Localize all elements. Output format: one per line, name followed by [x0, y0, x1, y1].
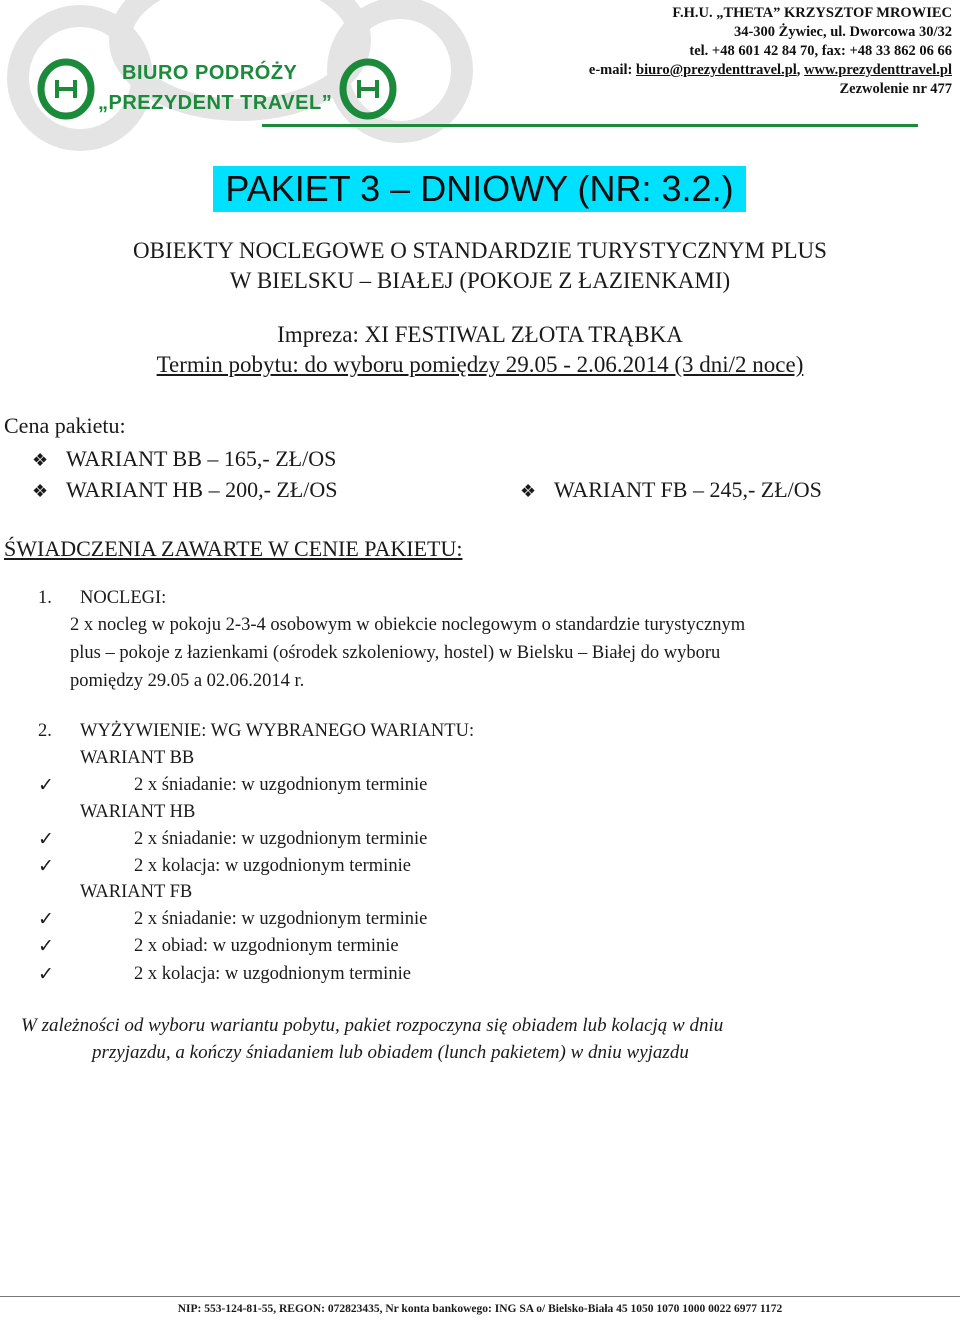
- section2-number: 2.: [38, 721, 52, 741]
- section1-line2: plus – pokoje z łazienkami (ośrodek szkoleniowy, hostel) w Bielsku – Białej do wyboru: [70, 643, 721, 663]
- company-info: [589, 4, 952, 99]
- footer-divider: [0, 1296, 960, 1297]
- email-label: e-mail:: [588, 62, 637, 78]
- agency-name-line1: BIURO PODRÓŻY: [122, 62, 298, 84]
- price-variant-text: WARIANT HB – 200,- ZŁ/OS: [66, 477, 338, 502]
- subtitle-line2: W BIELSKU – BIAŁEJ (POKOJE Z ŁAZIENKAMI): [229, 268, 731, 293]
- services-heading: ŚWIADCZENIA ZAWARTE W CENIE PAKIETU:: [4, 536, 463, 561]
- note-line1: W zależności od wyboru wariantu pobytu, pakiet rozpoczyna się obiadem lub kolacją w dniu: [21, 1015, 724, 1036]
- price-variant-bb: [32, 446, 336, 472]
- section1-line3: pomiędzy 29.05 a 02.06.2014 r.: [70, 671, 305, 691]
- meal-item: 2 x śniadanie: w uzgodnionym terminie: [134, 775, 428, 795]
- section2-title: WYŻYWIENIE: WG WYBRANEGO WARIANTU:: [80, 721, 475, 741]
- checkmark-icon: ✓: [38, 936, 54, 957]
- price-variant-fb: [520, 477, 822, 503]
- event-name: Impreza: XI FESTIWAL ZŁOTA TRĄBKA: [277, 322, 683, 347]
- diamond-bullet-icon: ❖: [32, 450, 49, 470]
- theta-icon: [343, 62, 393, 116]
- meal-variant-fb: WARIANT FB: [80, 882, 193, 902]
- checkmark-icon: ✓: [38, 856, 54, 877]
- diamond-bullet-icon: ❖: [520, 481, 537, 501]
- section1-number: 1.: [38, 588, 52, 608]
- meal-item: 2 x obiad: w uzgodnionym terminie: [134, 936, 399, 956]
- meal-variant-hb: WARIANT HB: [80, 802, 196, 822]
- company-name: F.H.U. „THETA” KRZYSZTOF MROWIEC: [672, 5, 952, 21]
- section1-title: NOCLEGI:: [80, 588, 167, 608]
- diamond-bullet-icon: ❖: [32, 481, 49, 501]
- company-address: 34-300 Żywiec, ul. Dworcowa 30/32: [733, 24, 952, 40]
- checkmark-icon: ✓: [38, 909, 54, 930]
- website-link[interactable]: www.prezydenttravel.pl: [804, 62, 952, 78]
- company-phone: tel. +48 601 42 84 70, fax: +48 33 862 06 66: [689, 43, 952, 59]
- meal-variant-bb: WARIANT BB: [80, 748, 195, 768]
- theta-icon: [41, 62, 91, 116]
- price-variant-hb: [32, 477, 338, 503]
- package-title: PAKIET 3 – DNIOWY (NR: 3.2.): [213, 166, 746, 212]
- price-label: Cena pakietu:: [4, 413, 126, 438]
- price-variant-text: WARIANT FB – 245,- ZŁ/OS: [554, 477, 822, 502]
- checkmark-icon: ✓: [38, 829, 54, 850]
- email-link[interactable]: biuro@prezydenttravel.pl: [636, 62, 797, 78]
- subtitle-line1: OBIEKTY NOCLEGOWE O STANDARDZIE TURYSTYCZNYM PLUS: [133, 238, 827, 263]
- footer-text: NIP: 553-124-81-55, REGON: 072823435, Nr konta bankowego: ING SA o/ Bielsko-Biała 45 1050 1070 1000 0022 6977 1172: [177, 1303, 783, 1315]
- company-contact: [589, 61, 952, 80]
- header-divider: [262, 124, 918, 127]
- contact-separator: ,: [796, 62, 805, 78]
- meal-item: 2 x śniadanie: w uzgodnionym terminie: [134, 829, 428, 849]
- agency-name-line2: „PREZYDENT TRAVEL”: [98, 92, 333, 114]
- price-variant-text: WARIANT BB – 165,- ZŁ/OS: [66, 446, 337, 471]
- meal-item: 2 x kolacja: w uzgodnionym terminie: [134, 964, 411, 984]
- checkmark-icon: ✓: [38, 964, 54, 985]
- checkmark-icon: ✓: [38, 775, 54, 796]
- meal-item: 2 x śniadanie: w uzgodnionym terminie: [134, 909, 428, 929]
- meal-item: 2 x kolacja: w uzgodnionym terminie: [134, 856, 411, 876]
- note-line2: przyjazdu, a kończy śniadaniem lub obiadem (lunch pakietem) w dniu wyjazdu: [92, 1042, 689, 1063]
- section1-line1: 2 x nocleg w pokoju 2-3-4 osobowym w obiekcie noclegowym o standardzie turystycznym: [70, 615, 746, 635]
- stay-term: Termin pobytu: do wyboru pomiędzy 29.05 - 2.06.2014 (3 dni/2 noce): [156, 352, 804, 377]
- permit-number: Zezwolenie nr 477: [839, 81, 952, 97]
